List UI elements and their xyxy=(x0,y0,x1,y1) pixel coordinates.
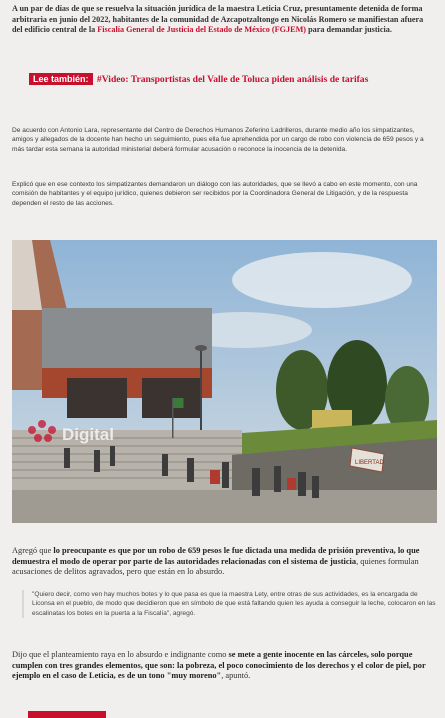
quote-block: "Quiero decir, como ven hay muchos botes y lo que pasa es que la maestra Lety, entre otras de sus actividades, es la encargada de Liconsa en el pueblo, de modo que decidieron que en símbolo de que está faltando quien les ayuda a conseguir la leche, colocaron en las escalinatas los botes en la puerta a la Fiscalía", agregó. xyxy=(22,590,442,618)
lead-text-2: para demandar justicia. xyxy=(306,25,392,35)
protest-scene-illustration xyxy=(12,240,437,523)
p3-emphasis: lo preocupante es que por un robo de 659 pesos le fue dictada una medida de prisión preventiva, lo que demuestra el modo de operar por parte de las autoridades relacionadas con el sistema de justicia xyxy=(12,546,420,566)
paragraph-3 xyxy=(12,546,433,578)
paragraph-2: Explicó que en ese contexto los simpatizantes demandaron un diálogo con las autoridades, que se llevó a cabo en este momento, con una comisión de habitantes y el equipo jurídico, quienes debieron ser recibidos por la Coordinadora General de Litigación, y de la respuesta dependen el resto de las acciones. xyxy=(12,181,418,207)
read-also-link[interactable]: #Video: Transportistas del Valle de Toluca piden análisis de tarifas xyxy=(96,74,369,85)
article-photo xyxy=(12,240,437,523)
p3-text-c: , quienes formulan acusaciones de delitos agravados, pero que están en lo absurdo. xyxy=(12,556,419,577)
read-also-badge: Lee también: xyxy=(29,73,93,85)
p4-emphasis: se mete a gente inocente en las cárceles, solo porque cumplen con tres grandes elementos, que son: la pobreza, el poco conocimiento de los derechos y el color de piel, por ejemplo en el caso de Leticia, es de un tono "muy moreno" xyxy=(12,650,426,681)
banner-text: LIBERTAD xyxy=(355,460,384,466)
section-divider-bar xyxy=(28,711,106,718)
p4-text-a: Dijo que el planteamiento raya en lo absurdo e indignante como xyxy=(12,650,229,659)
watermark-text: Digital xyxy=(62,425,114,444)
paragraph-1: De acuerdo con Antonio Lara, representante del Centro de Derechos Humanos Zeferino Ladrilleros, durante medio año los simpatizantes, amigos y allegados de la docente han hecho un seguimiento, pues ella fue aprehendida por un cargo de robo con violencia de 659 pesos y a más tardar esta semana la autoridad ministerial deberá formular acusación o reconoce la inocencia de la detenida. xyxy=(12,127,424,153)
article-lead xyxy=(12,4,432,36)
paragraph-4 xyxy=(12,650,433,682)
read-also-box[interactable] xyxy=(29,73,427,86)
lead-text-1: A un par de días de que se resuelva la situación jurídica de la maestra Leticia Cruz, presuntamente detenida de forma arbitraria en junio del 2022, habitantes de la comunidad de Azcapotzaltongo en Nicolás Romero se manifiestan afuera del edificio central de la xyxy=(12,4,424,35)
p3-text-a: Agregó que xyxy=(12,546,54,555)
p4-text-c: , apuntó. xyxy=(221,671,251,681)
fgjem-link[interactable]: Fiscalía General de Justicia del Estado de México (FGJEM) xyxy=(97,25,307,35)
